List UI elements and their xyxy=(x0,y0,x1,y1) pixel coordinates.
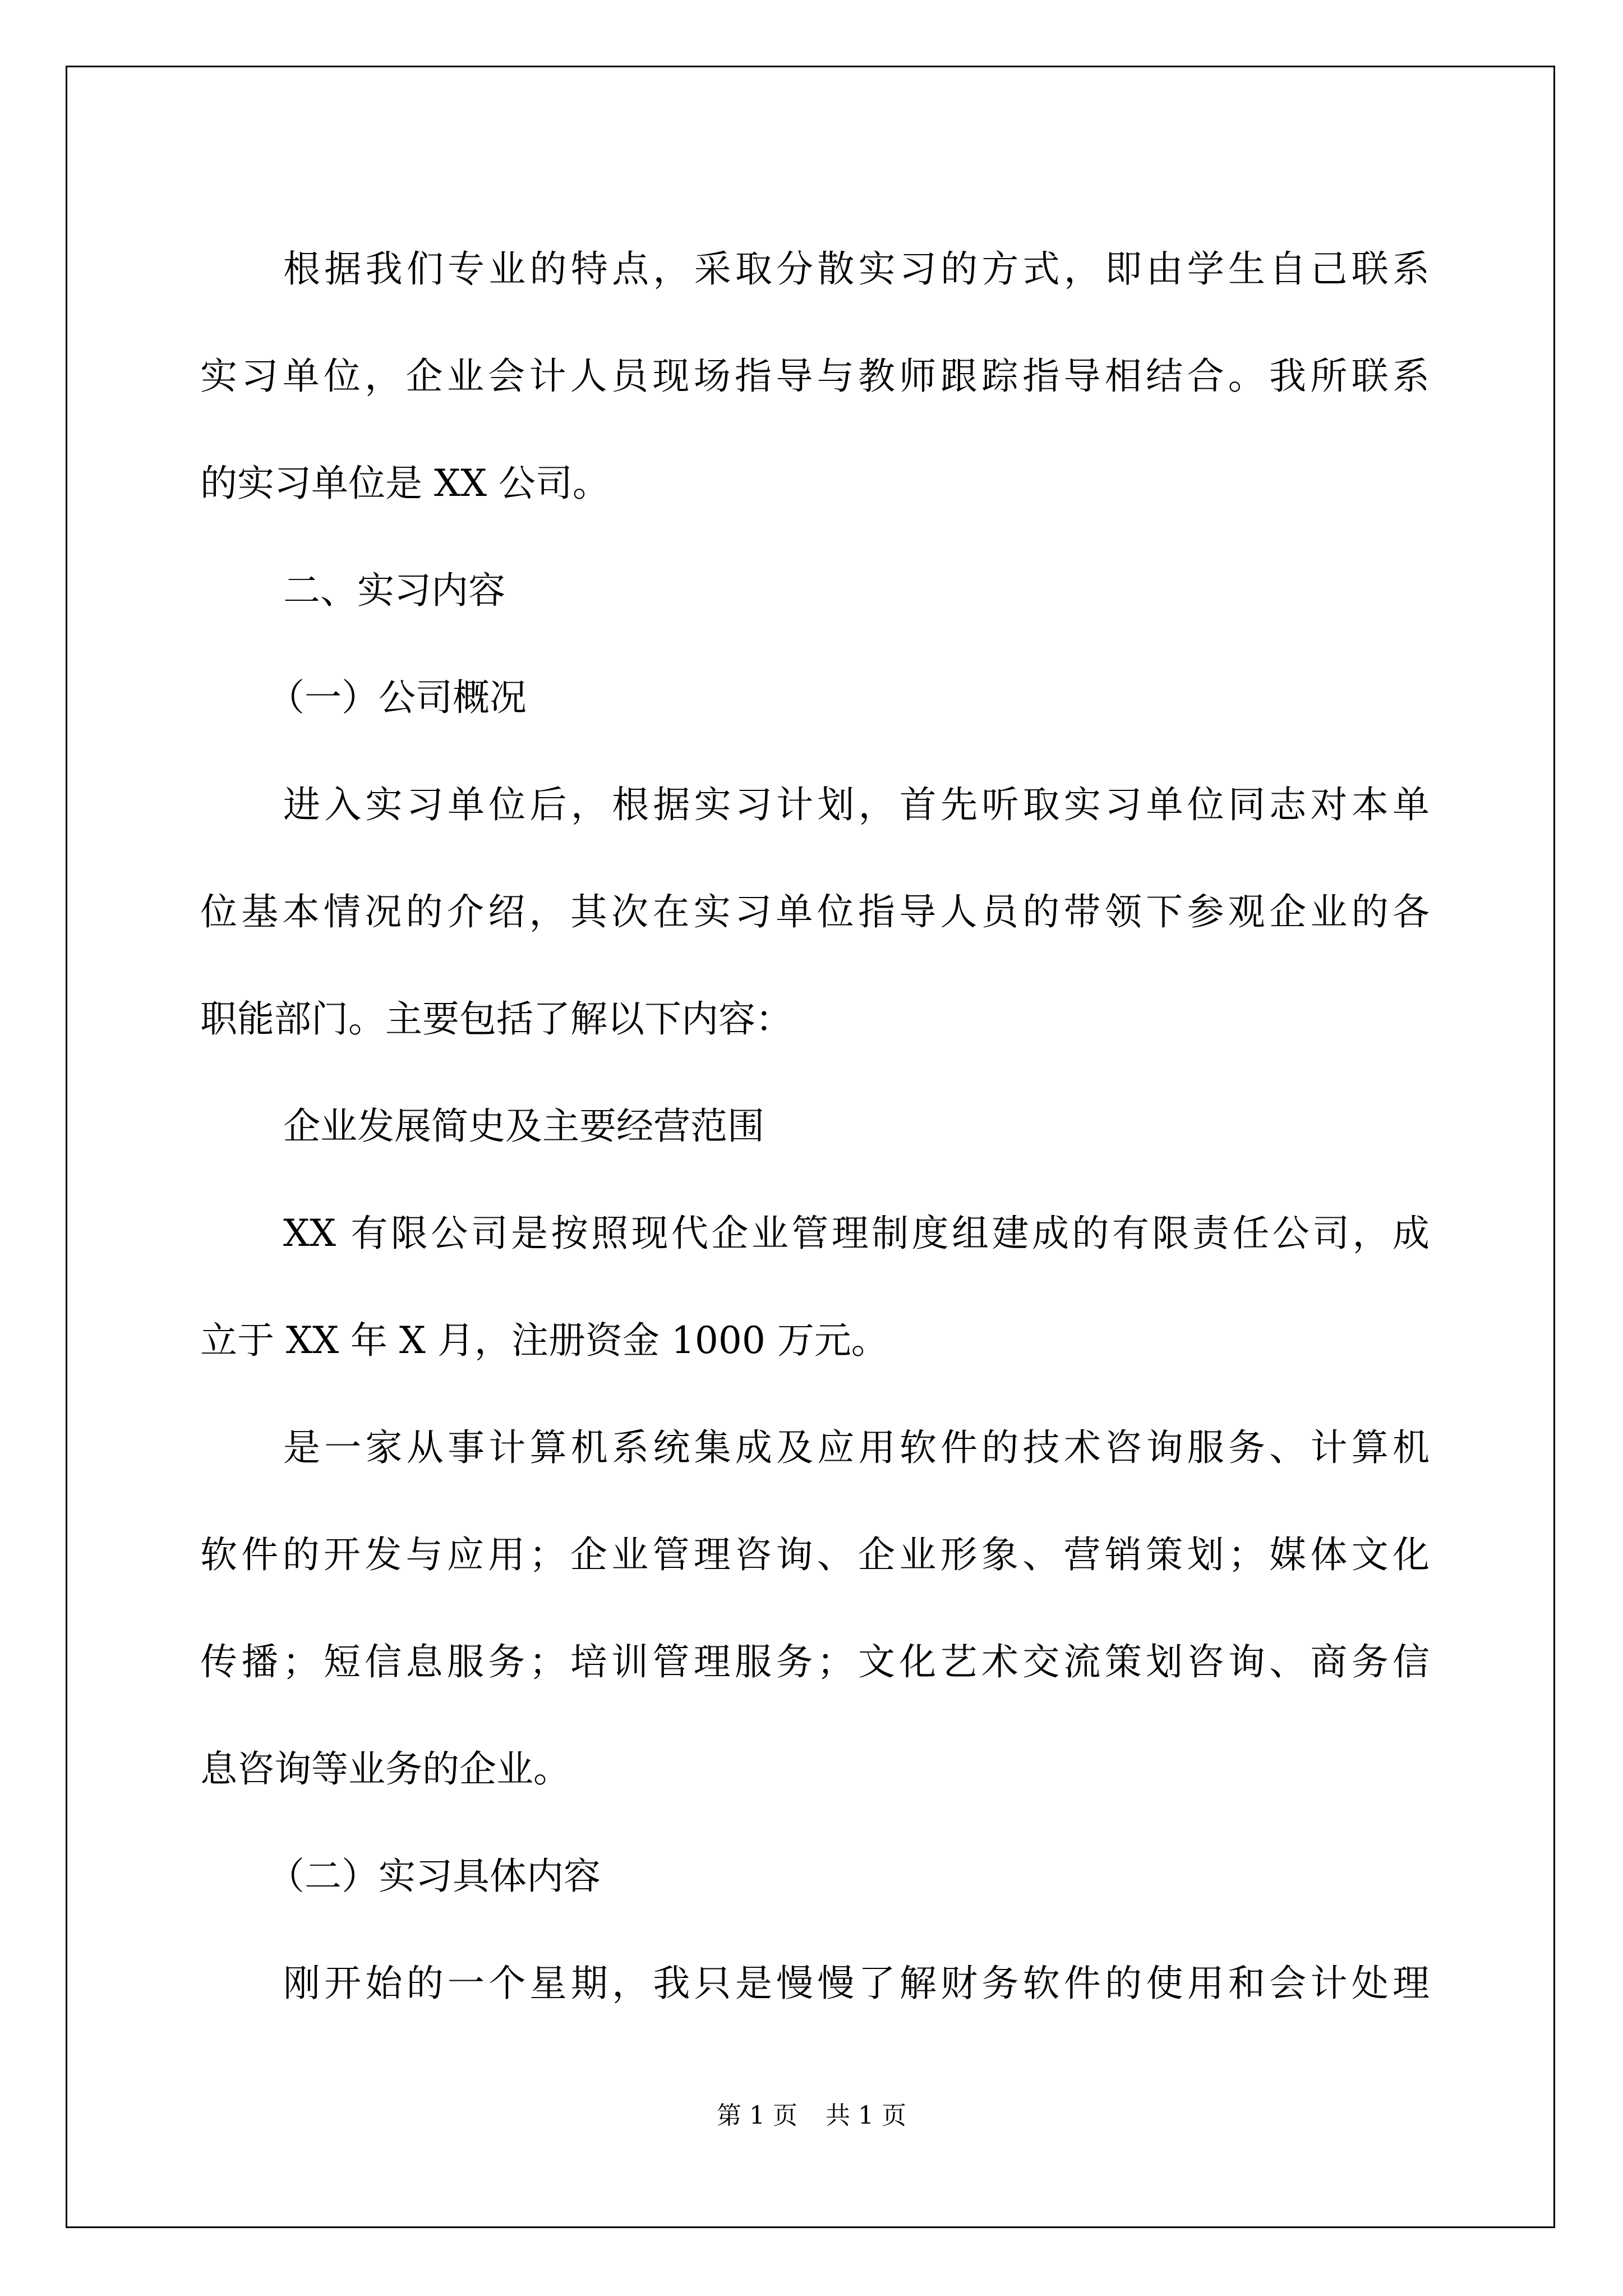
text-line: 实习单位，企业会计人员现场指导与教师跟踪指导相结合。我所联系 xyxy=(200,355,1430,398)
text-line: 的实习单位是 XX 公司。 xyxy=(200,462,610,505)
text-line: 进入实习单位后，根据实习计划，首先听取实习单位同志对本单 xyxy=(283,783,1430,826)
text-line: 刚开始的一个星期，我只是慢慢了解财务软件的使用和会计处理 xyxy=(283,1962,1430,2005)
document-body xyxy=(200,215,1430,2037)
paragraph-2 xyxy=(200,751,1430,1073)
paragraph-1 xyxy=(200,215,1430,537)
heading-text: （二）实习具体内容 xyxy=(268,1855,601,1898)
text-line: 立于 XX 年 X 月，注册资金 1000 万元。 xyxy=(200,1319,888,1362)
subsection-heading-2 xyxy=(200,1823,1430,1930)
text-line: 位基本情况的介绍，其次在实习单位指导人员的带领下参观企业的各 xyxy=(200,890,1430,933)
paragraph-4 xyxy=(200,1394,1430,1823)
page-total: 共 1 页 xyxy=(826,2101,906,2130)
text-line: 是一家从事计算机系统集成及应用软件的技术咨询服务、计算机 xyxy=(283,1426,1430,1469)
page-number: 第 1 页 xyxy=(717,2101,797,2130)
text-line: 传播；短信息服务；培训管理服务；文化艺术交流策划咨询、商务信 xyxy=(200,1640,1430,1683)
text-line: XX 有限公司是按照现代企业管理制度组建成的有限责任公司，成 xyxy=(283,1212,1430,1255)
text-line: 根据我们专业的特点，采取分散实习的方式，即由学生自己联系 xyxy=(283,247,1430,291)
paragraph-3 xyxy=(200,1180,1430,1394)
paragraph-5 xyxy=(200,1930,1430,2037)
text-line: 软件的开发与应用；企业管理咨询、企业形象、营销策划；媒体文化 xyxy=(200,1533,1430,1576)
section-heading-2 xyxy=(200,537,1430,644)
text-line: 企业发展简史及主要经营范围 xyxy=(283,1105,764,1148)
text-line: 息咨询等业务的企业。 xyxy=(200,1747,570,1791)
subsection-heading-1 xyxy=(200,644,1430,751)
heading-text: （一）公司概况 xyxy=(268,676,527,719)
heading-text: 二、实习内容 xyxy=(283,569,505,612)
item-title xyxy=(200,1073,1430,1180)
text-line: 职能部门。主要包括了解以下内容： xyxy=(200,997,792,1041)
page-footer xyxy=(0,2099,1623,2133)
